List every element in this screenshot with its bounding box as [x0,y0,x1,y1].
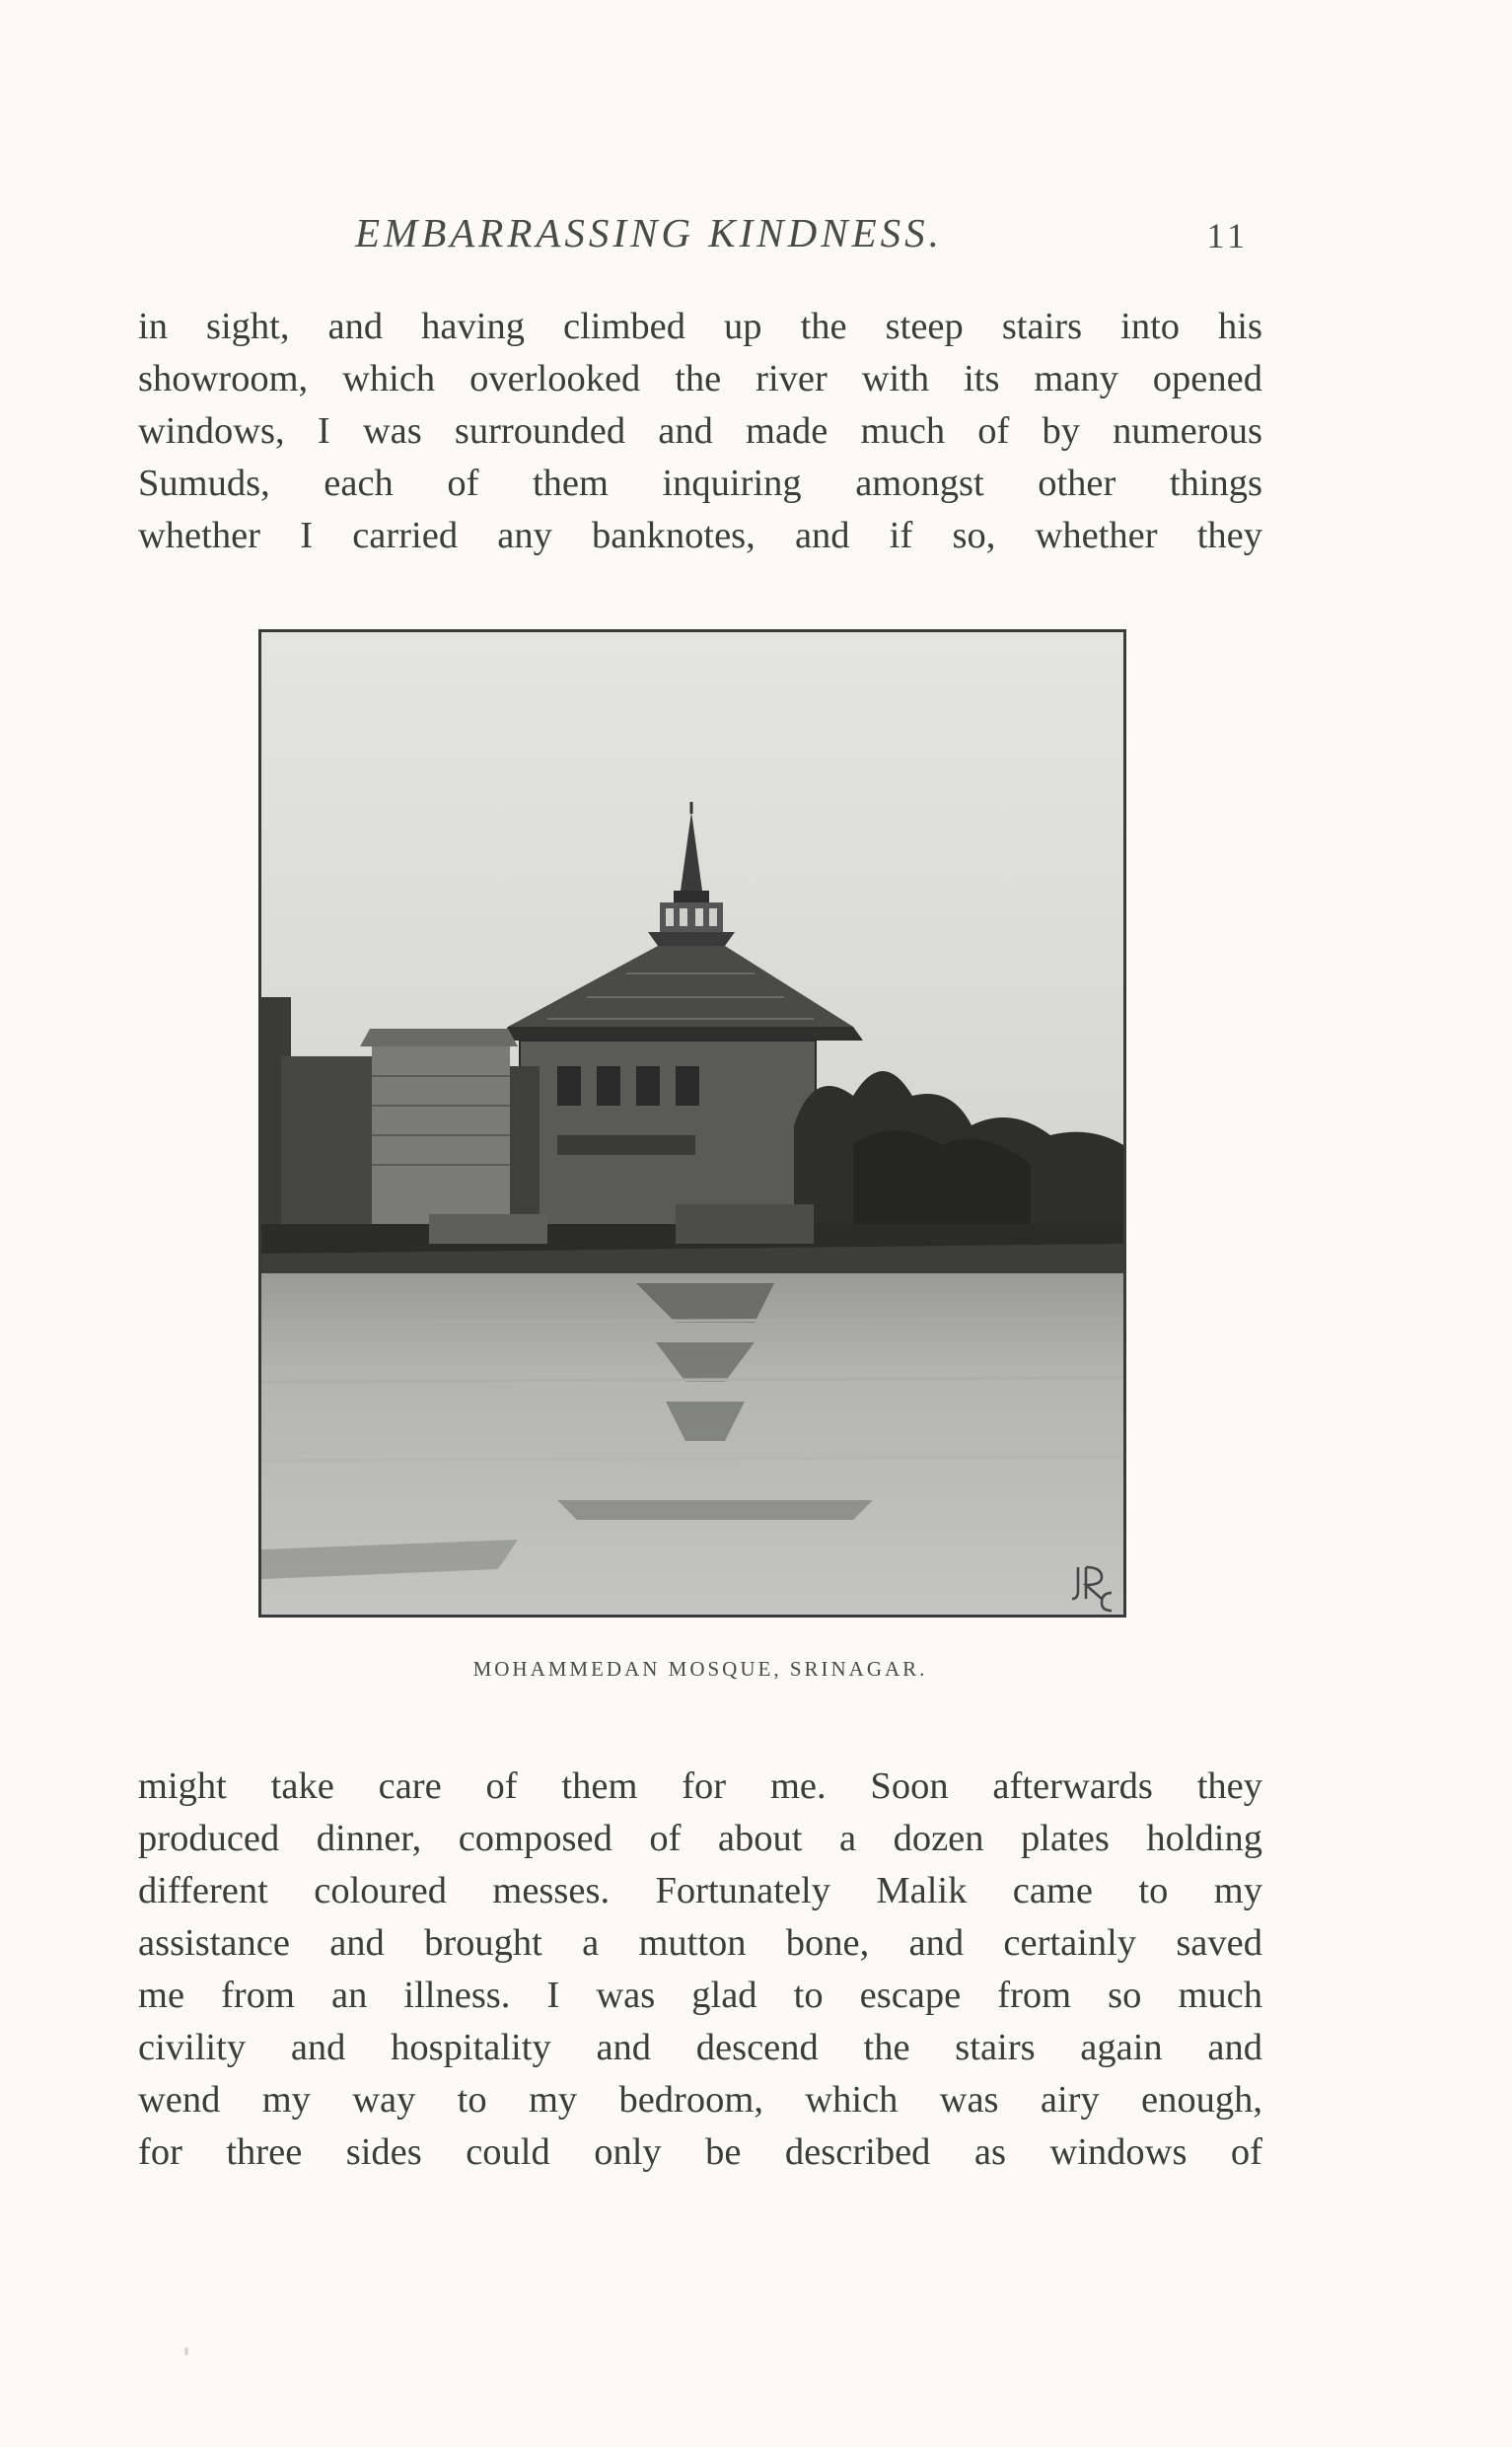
text-line: different coloured messes. Fortunately Malik came to my [138,1870,1262,1911]
running-title: EMBARRASSING KINDNESS. [355,210,943,255]
text-line: windows, I was surrounded and made much of by numerous [138,410,1262,452]
text-line: civility and hospitality and descend the stairs again and [138,2027,1262,2068]
page-header [138,209,1262,268]
mosque-photograph [261,632,1123,1615]
plate-caption: MOHAMMEDAN MOSQUE, SRINAGAR. [472,1657,928,1681]
text-line: in sight, and having climbed up the steep stairs into his [138,306,1262,347]
text-line: showroom, which overlooked the river with its many opened [138,358,1262,399]
text-line: wend my way to my bedroom, which was airy enough, [138,2079,1262,2121]
text-line: Sumuds, each of them inquiring amongst other things [138,463,1262,504]
text-line: whether I carried any banknotes, and if so, whether they [138,515,1262,556]
text-line: for three sides could only be described as windows of [138,2131,1262,2173]
text-line: might take care of them for me. Soon afterwards they [138,1765,1262,1807]
text-line: me from an illness. I was glad to escape from so much [138,1975,1262,2016]
photo-plate [258,629,1126,1618]
text-line: assistance and brought a mutton bone, and certainly saved [138,1922,1262,1964]
paper-fleck [184,2347,188,2355]
paragraph-top [138,301,1262,562]
page-number: 11 [1206,216,1249,255]
paragraph-bottom [138,1761,1262,2179]
text-line: produced dinner, composed of about a dozen plates holding [138,1818,1262,1859]
